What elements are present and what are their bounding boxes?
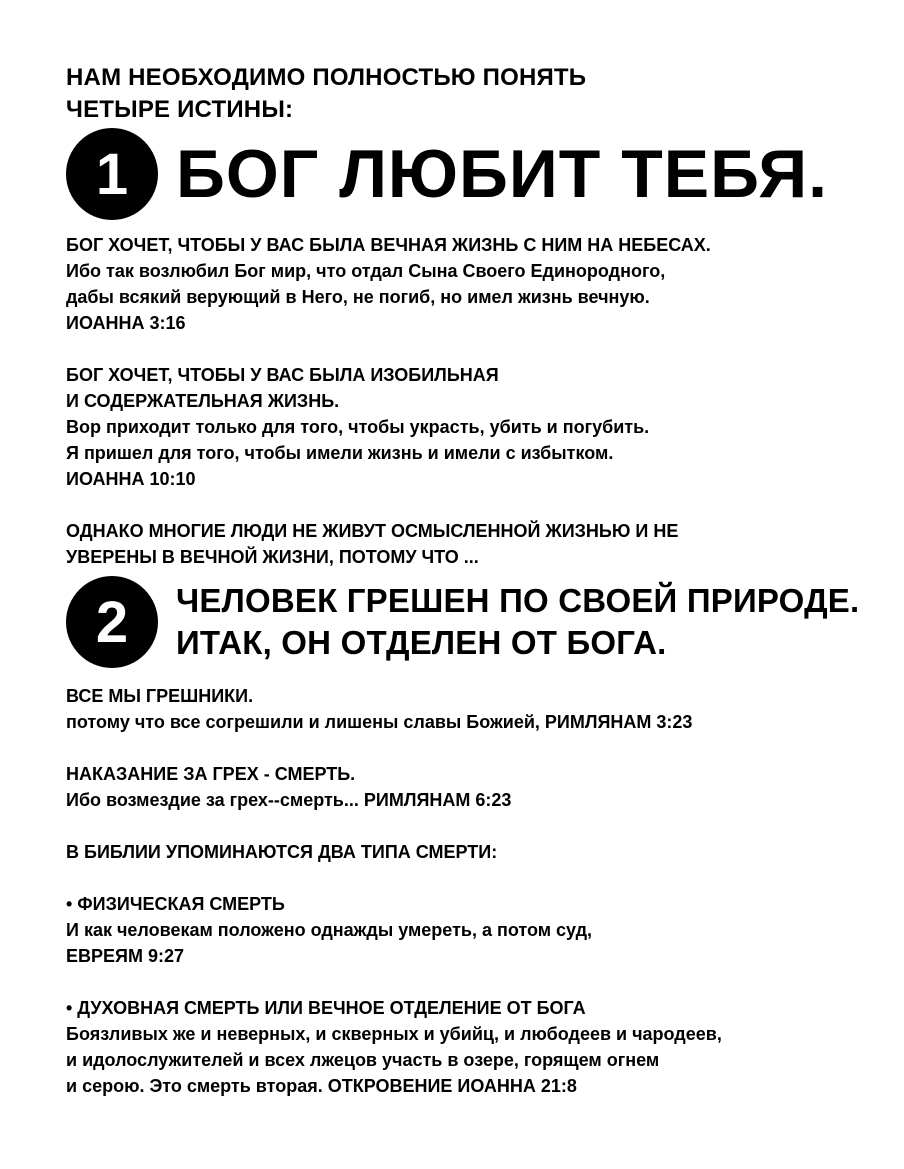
s2-p4-ref: ЕВРЕЯМ 9:27 — [66, 946, 184, 966]
s1-p2-verse-2: Я пришел для того, чтобы имели жизнь и имели с избытком. — [66, 443, 614, 463]
s2-p4-verse: И как человекам положено однажды умереть, а потом суд, — [66, 920, 593, 940]
truth-2-heading-line-1: ЧЕЛОВЕК ГРЕШЕН ПО СВОЕЙ ПРИРОДЕ. — [176, 582, 860, 619]
s2-p1-verse: потому что все согрешили и лишены славы Божией, РИМЛЯНАМ 3:23 — [66, 712, 693, 732]
truth-2-header — [66, 576, 859, 668]
truth-2-heading — [158, 580, 859, 664]
s1-p1-ref: ИОАННА 3:16 — [66, 313, 186, 333]
truth-2-heading-line-2: ИТАК, ОН ОТДЕЛЕН ОТ БОГА. — [176, 624, 667, 661]
s1-p1-title: БОГ ХОЧЕТ, ЧТОБЫ У ВАС БЫЛА ВЕЧНАЯ ЖИЗНЬ С НИМ НА НЕБЕСАХ. — [66, 235, 711, 255]
s1-p2-ref: ИОАННА 10:10 — [66, 469, 196, 489]
s1-p3-line-2: УВЕРЕНЫ В ВЕЧНОЙ ЖИЗНИ, ПОТОМУ ЧТО ... — [66, 547, 479, 567]
s1-p3-line-1: ОДНАКО МНОГИЕ ЛЮДИ НЕ ЖИВУТ ОСМЫСЛЕННОЙ ЖИЗНЬЮ И НЕ — [66, 521, 679, 541]
s2-p5-verse-2: и идолослужителей и всех лжецов участь в озере, горящем огнем — [66, 1050, 660, 1070]
truth-1-heading: БОГ ЛЮБИТ ТЕБЯ. — [176, 136, 829, 212]
s2-p2-title: НАКАЗАНИЕ ЗА ГРЕХ - СМЕРТЬ. — [66, 764, 356, 784]
s2-p2-verse: Ибо возмездие за грех--смерть... РИМЛЯНАМ 6:23 — [66, 790, 512, 810]
s1-p2-title-1: БОГ ХОЧЕТ, ЧТОБЫ У ВАС БЫЛА ИЗОБИЛЬНАЯ — [66, 365, 499, 385]
s2-p4-title: • ФИЗИЧЕСКАЯ СМЕРТЬ — [66, 894, 285, 914]
s2-p3-title: В БИБЛИИ УПОМИНАЮТСЯ ДВА ТИПА СМЕРТИ: — [66, 842, 498, 862]
s1-p1-verse-1: Ибо так возлюбил Бог мир, что отдал Сына Своего Единородного, — [66, 261, 666, 281]
section-1 — [66, 232, 711, 570]
s2-p1-title: ВСЕ МЫ ГРЕШНИКИ. — [66, 686, 254, 706]
truth-2-number-badge: 2 — [66, 576, 158, 668]
s1-p2-verse-1: Вор приходит только для того, чтобы украсть, убить и погубить. — [66, 417, 650, 437]
intro-line-2: ЧЕТЫРЕ ИСТИНЫ: — [66, 96, 294, 123]
section-2 — [66, 683, 722, 1099]
s2-p5-title: • ДУХОВНАЯ СМЕРТЬ ИЛИ ВЕЧНОЕ ОТДЕЛЕНИЕ ОТ БОГА — [66, 998, 586, 1018]
intro-heading — [66, 62, 586, 126]
s2-p5-verse-1: Боязливых же и неверных, и скверных и убийц, и любодеев и чародеев, — [66, 1024, 722, 1044]
truth-1-number-badge: 1 — [66, 128, 158, 220]
s1-p2-title-2: И СОДЕРЖАТЕЛЬНАЯ ЖИЗНЬ. — [66, 391, 340, 411]
s2-p5-verse-3: и серою. Это смерть вторая. ОТКРОВЕНИЕ ИОАННА 21:8 — [66, 1076, 577, 1096]
truth-1-header — [66, 128, 828, 220]
s1-p1-verse-2: дабы всякий верующий в Него, не погиб, но имел жизнь вечную. — [66, 287, 650, 307]
intro-line-1: НАМ НЕОБХОДИМО ПОЛНОСТЬЮ ПОНЯТЬ — [66, 64, 587, 91]
